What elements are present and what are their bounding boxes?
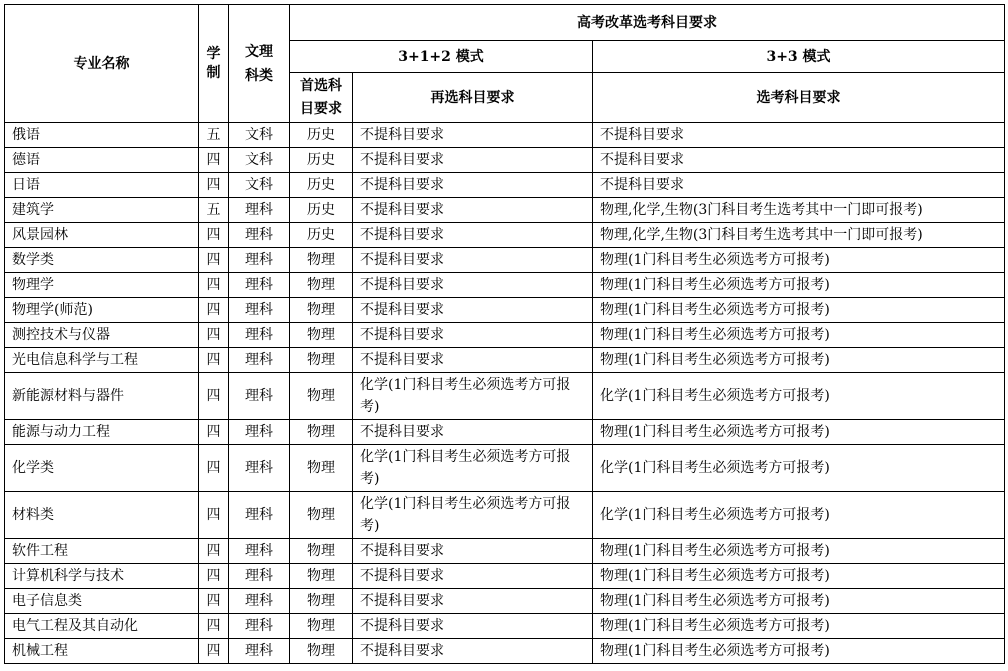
- subject-requirement-cell: 物理,化学,生物(3门科目考生选考其中一门即可报考): [593, 223, 1005, 248]
- major-cell: 物理学: [5, 273, 199, 298]
- first-choice-cell: 物理: [290, 445, 353, 492]
- table-row: [5, 492, 1005, 539]
- type-cell: 理科: [229, 373, 290, 420]
- table-row: [5, 639, 1005, 664]
- second-choice-cell: 化学(1门科目考生必须选考方可报考): [353, 373, 593, 420]
- type-cell: 理科: [229, 223, 290, 248]
- type-cell: 理科: [229, 539, 290, 564]
- first-choice-cell: 物理: [290, 248, 353, 273]
- second-choice-cell: 不提科目要求: [353, 298, 593, 323]
- major-cell: 材料类: [5, 492, 199, 539]
- subject-requirement-cell: 物理(1门科目考生必须选考方可报考): [593, 348, 1005, 373]
- subject-requirement-cell: 不提科目要求: [593, 148, 1005, 173]
- subject-requirement-cell: 物理(1门科目考生必须选考方可报考): [593, 589, 1005, 614]
- major-cell: 能源与动力工程: [5, 420, 199, 445]
- type-cell: 理科: [229, 198, 290, 223]
- subject-requirement-cell: 不提科目要求: [593, 123, 1005, 148]
- duration-cell: 四: [199, 323, 229, 348]
- second-choice-cell: 不提科目要求: [353, 223, 593, 248]
- table-row: [5, 445, 1005, 492]
- first-choice-cell: 物理: [290, 589, 353, 614]
- type-cell: 理科: [229, 348, 290, 373]
- first-choice-cell: 物理: [290, 420, 353, 445]
- table-row: [5, 248, 1005, 273]
- second-choice-cell: 化学(1门科目考生必须选考方可报考): [353, 492, 593, 539]
- major-cell: 新能源材料与器件: [5, 373, 199, 420]
- subject-requirements-table: [4, 4, 1005, 664]
- second-choice-cell: 不提科目要求: [353, 273, 593, 298]
- major-cell: 化学类: [5, 445, 199, 492]
- second-choice-cell: 不提科目要求: [353, 173, 593, 198]
- subject-requirement-cell: 物理(1门科目考生必须选考方可报考): [593, 420, 1005, 445]
- type-cell: 文科: [229, 148, 290, 173]
- header-mode-33: 3+3 模式: [593, 41, 1005, 73]
- table-body: [5, 123, 1005, 664]
- major-cell: 俄语: [5, 123, 199, 148]
- type-cell: 理科: [229, 298, 290, 323]
- duration-cell: 四: [199, 298, 229, 323]
- subject-requirement-cell: 物理,化学,生物(3门科目考生选考其中一门即可报考): [593, 198, 1005, 223]
- type-cell: 文科: [229, 123, 290, 148]
- header-major: 专业名称: [5, 5, 199, 123]
- major-cell: 风景园林: [5, 223, 199, 248]
- table-row: [5, 539, 1005, 564]
- first-choice-cell: 历史: [290, 173, 353, 198]
- header-first-choice: 首选科目要求: [290, 73, 353, 123]
- header-subject-requirements: 选考科目要求: [593, 73, 1005, 123]
- type-cell: 文科: [229, 173, 290, 198]
- type-cell: 理科: [229, 445, 290, 492]
- second-choice-cell: 不提科目要求: [353, 539, 593, 564]
- major-cell: 电气工程及其自动化: [5, 614, 199, 639]
- duration-cell: 四: [199, 420, 229, 445]
- duration-cell: 四: [199, 445, 229, 492]
- first-choice-cell: 物理: [290, 373, 353, 420]
- table-row: [5, 173, 1005, 198]
- second-choice-cell: 不提科目要求: [353, 564, 593, 589]
- table-row: [5, 420, 1005, 445]
- duration-cell: 四: [199, 564, 229, 589]
- first-choice-cell: 物理: [290, 492, 353, 539]
- second-choice-cell: 不提科目要求: [353, 639, 593, 664]
- second-choice-cell: 不提科目要求: [353, 614, 593, 639]
- second-choice-cell: 化学(1门科目考生必须选考方可报考): [353, 445, 593, 492]
- first-choice-cell: 历史: [290, 223, 353, 248]
- table-row: [5, 223, 1005, 248]
- header-second-choice: 再选科目要求: [353, 73, 593, 123]
- type-cell: 理科: [229, 420, 290, 445]
- duration-cell: 四: [199, 614, 229, 639]
- subject-requirement-cell: 物理(1门科目考生必须选考方可报考): [593, 248, 1005, 273]
- duration-cell: 四: [199, 173, 229, 198]
- major-cell: 物理学(师范): [5, 298, 199, 323]
- header-reform: 高考改革选考科目要求: [290, 5, 1005, 41]
- subject-requirement-cell: 物理(1门科目考生必须选考方可报考): [593, 564, 1005, 589]
- major-cell: 测控技术与仪器: [5, 323, 199, 348]
- first-choice-cell: 历史: [290, 198, 353, 223]
- subject-requirement-cell: 物理(1门科目考生必须选考方可报考): [593, 298, 1005, 323]
- duration-cell: 四: [199, 223, 229, 248]
- major-cell: 数学类: [5, 248, 199, 273]
- header-type: 文理科类: [229, 5, 290, 123]
- header-duration: 学制: [199, 5, 229, 123]
- subject-requirement-cell: 物理(1门科目考生必须选考方可报考): [593, 639, 1005, 664]
- major-cell: 光电信息科学与工程: [5, 348, 199, 373]
- duration-cell: 四: [199, 492, 229, 539]
- type-cell: 理科: [229, 248, 290, 273]
- type-cell: 理科: [229, 323, 290, 348]
- major-cell: 计算机科学与技术: [5, 564, 199, 589]
- subject-requirement-cell: 物理(1门科目考生必须选考方可报考): [593, 539, 1005, 564]
- second-choice-cell: 不提科目要求: [353, 148, 593, 173]
- duration-cell: 四: [199, 273, 229, 298]
- table-row: [5, 273, 1005, 298]
- first-choice-cell: 物理: [290, 564, 353, 589]
- first-choice-cell: 物理: [290, 273, 353, 298]
- subject-requirement-cell: 化学(1门科目考生必须选考方可报考): [593, 445, 1005, 492]
- header-mode-312: 3+1+2 模式: [290, 41, 593, 73]
- type-cell: 理科: [229, 564, 290, 589]
- duration-cell: 四: [199, 148, 229, 173]
- duration-cell: 四: [199, 348, 229, 373]
- second-choice-cell: 不提科目要求: [353, 323, 593, 348]
- type-cell: 理科: [229, 614, 290, 639]
- duration-cell: 四: [199, 373, 229, 420]
- first-choice-cell: 物理: [290, 639, 353, 664]
- second-choice-cell: 不提科目要求: [353, 123, 593, 148]
- first-choice-cell: 物理: [290, 298, 353, 323]
- subject-requirement-cell: 物理(1门科目考生必须选考方可报考): [593, 323, 1005, 348]
- type-cell: 理科: [229, 589, 290, 614]
- duration-cell: 五: [199, 198, 229, 223]
- first-choice-cell: 历史: [290, 148, 353, 173]
- first-choice-cell: 物理: [290, 539, 353, 564]
- table-row: [5, 323, 1005, 348]
- second-choice-cell: 不提科目要求: [353, 198, 593, 223]
- subject-requirement-cell: 不提科目要求: [593, 173, 1005, 198]
- subject-requirement-cell: 化学(1门科目考生必须选考方可报考): [593, 492, 1005, 539]
- table-row: [5, 614, 1005, 639]
- type-cell: 理科: [229, 273, 290, 298]
- table-row: [5, 589, 1005, 614]
- major-cell: 日语: [5, 173, 199, 198]
- first-choice-cell: 物理: [290, 348, 353, 373]
- duration-cell: 五: [199, 123, 229, 148]
- table-row: [5, 123, 1005, 148]
- subject-requirement-cell: 物理(1门科目考生必须选考方可报考): [593, 273, 1005, 298]
- subject-requirement-cell: 化学(1门科目考生必须选考方可报考): [593, 373, 1005, 420]
- duration-cell: 四: [199, 539, 229, 564]
- table-row: [5, 298, 1005, 323]
- major-cell: 建筑学: [5, 198, 199, 223]
- type-cell: 理科: [229, 492, 290, 539]
- duration-cell: 四: [199, 248, 229, 273]
- second-choice-cell: 不提科目要求: [353, 248, 593, 273]
- major-cell: 软件工程: [5, 539, 199, 564]
- major-cell: 机械工程: [5, 639, 199, 664]
- table-row: [5, 198, 1005, 223]
- table-row: [5, 348, 1005, 373]
- table-row: [5, 373, 1005, 420]
- duration-cell: 四: [199, 639, 229, 664]
- type-cell: 理科: [229, 639, 290, 664]
- second-choice-cell: 不提科目要求: [353, 348, 593, 373]
- major-cell: 德语: [5, 148, 199, 173]
- second-choice-cell: 不提科目要求: [353, 589, 593, 614]
- subject-requirement-cell: 物理(1门科目考生必须选考方可报考): [593, 614, 1005, 639]
- duration-cell: 四: [199, 589, 229, 614]
- first-choice-cell: 物理: [290, 614, 353, 639]
- second-choice-cell: 不提科目要求: [353, 420, 593, 445]
- first-choice-cell: 物理: [290, 323, 353, 348]
- table-row: [5, 148, 1005, 173]
- table-row: [5, 564, 1005, 589]
- major-cell: 电子信息类: [5, 589, 199, 614]
- first-choice-cell: 历史: [290, 123, 353, 148]
